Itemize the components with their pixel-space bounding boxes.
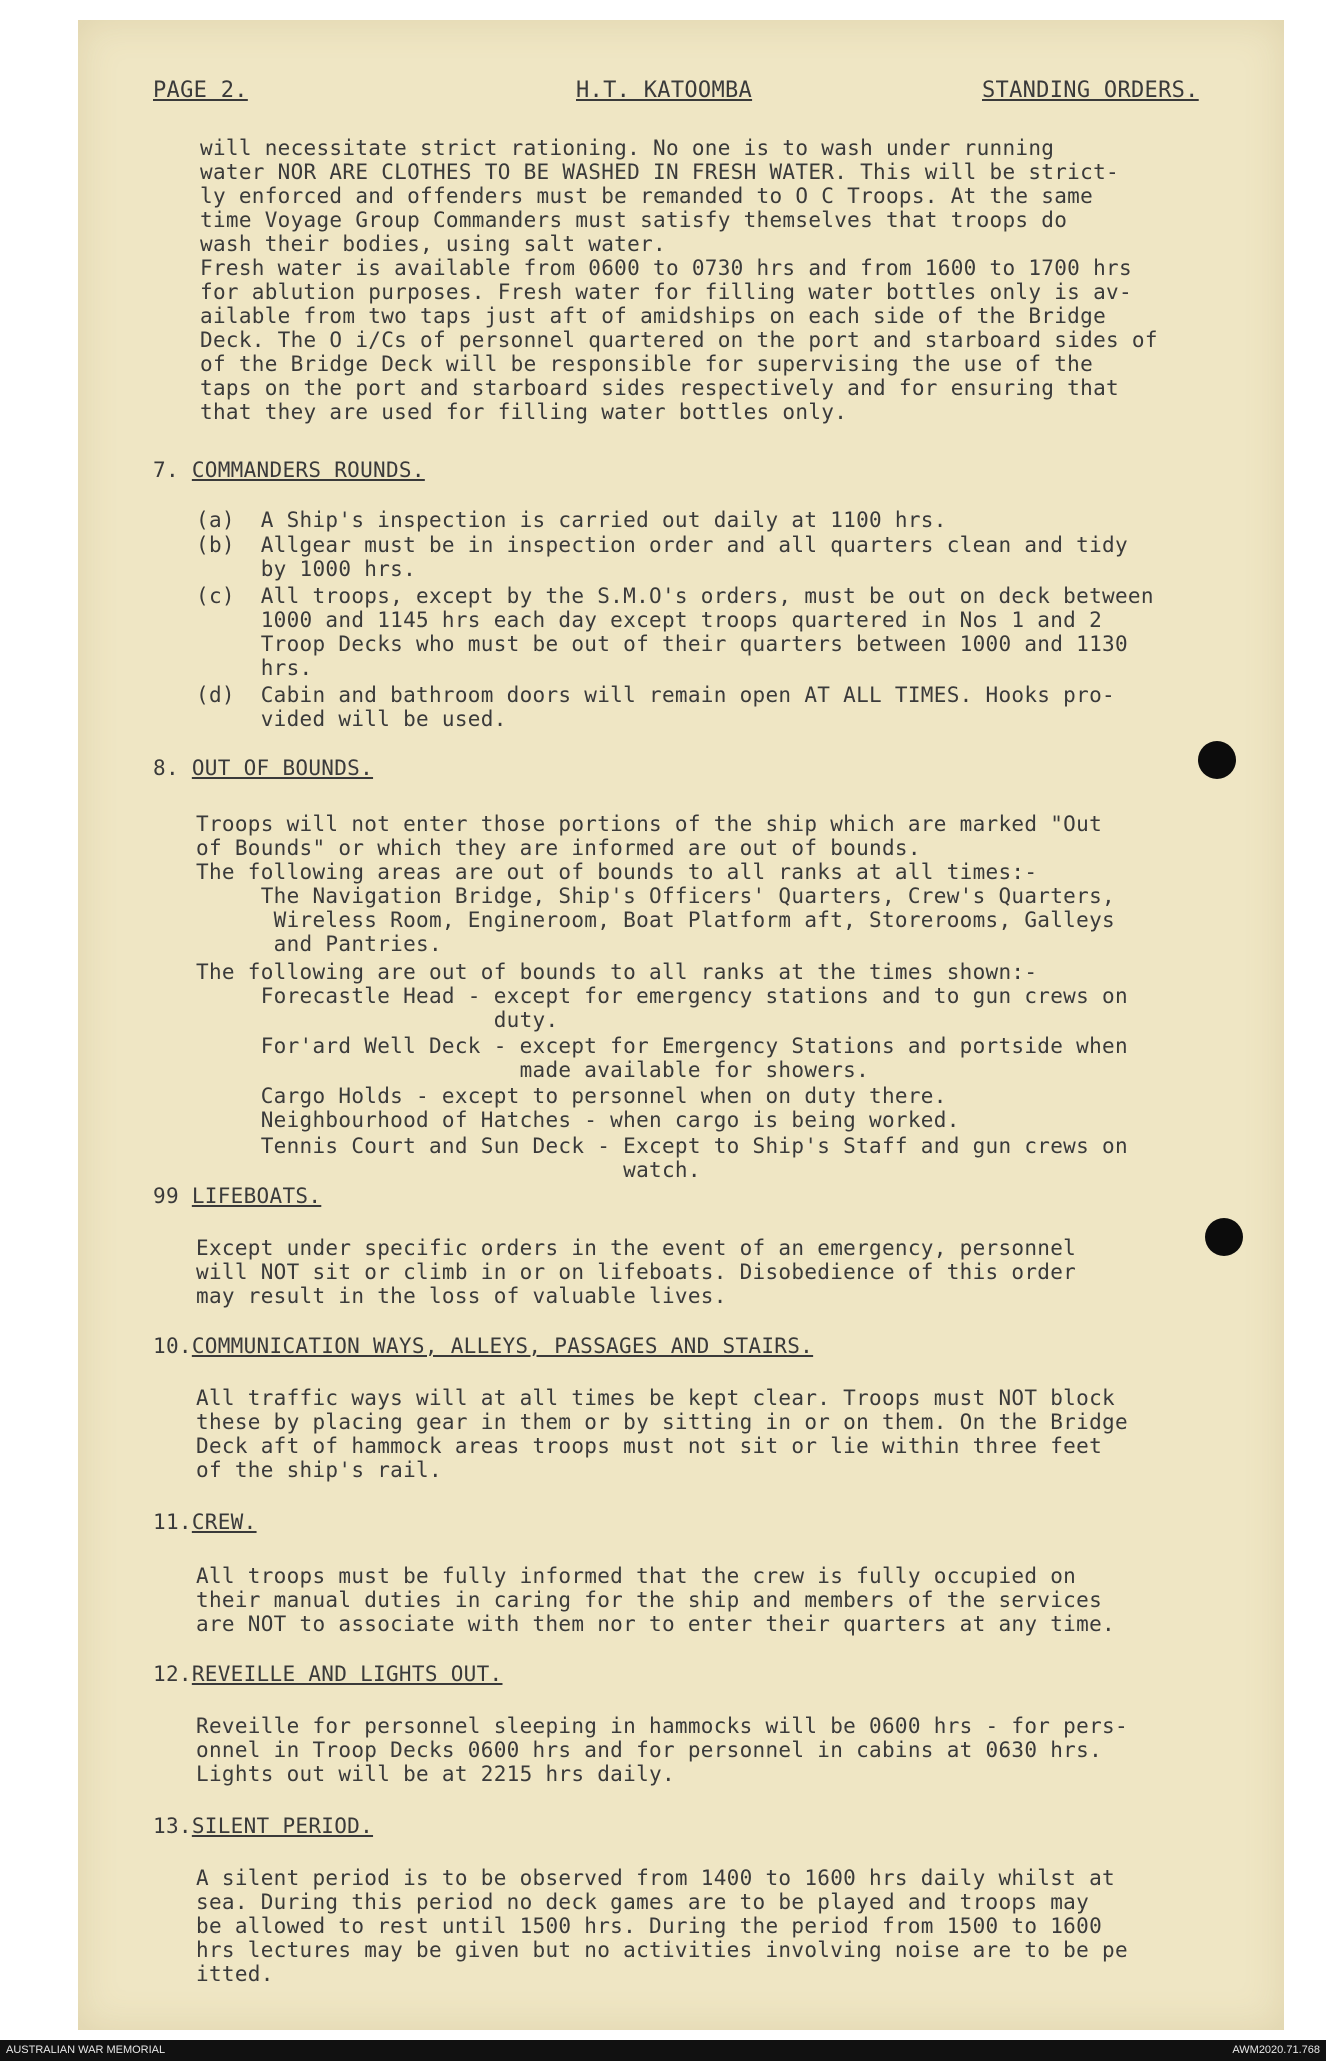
text-line: made available for showers. — [196, 1058, 870, 1082]
section-title: REVEILLE AND LIGHTS OUT. — [191, 1662, 503, 1686]
text-line: by 1000 hrs. — [196, 557, 417, 581]
text-line: watch. — [196, 1158, 701, 1182]
section-number: 7. — [153, 458, 179, 482]
section-number: 99 — [153, 1184, 179, 1208]
text-line: may result in the loss of valuable lives. — [196, 1284, 727, 1308]
section-number: 10. — [153, 1334, 192, 1358]
text-line: time Voyage Group Commanders must satisfy themselves that troops do — [200, 208, 1068, 232]
section-title: LIFEBOATS. — [191, 1184, 322, 1208]
section-heading — [153, 1334, 813, 1358]
section-heading — [153, 1510, 257, 1534]
text-line: ly enforced and offenders must be remanded to O C Troops. At the same — [200, 184, 1094, 208]
text-line: vided will be used. — [196, 707, 507, 731]
text-line: Forecastle Head - except for emergency stations and to gun crews on — [196, 984, 1128, 1008]
text-line: hrs lectures may be given but no activities involving noise are to be pe — [196, 1938, 1128, 1962]
text-line: The following are out of bounds to all ranks at the times shown:- — [196, 960, 1038, 984]
text-line: of Bounds" or which they are informed are out of bounds. — [196, 836, 921, 860]
text-line: (a) A Ship's inspection is carried out daily at 1100 hrs. — [196, 508, 947, 532]
text-line: 1000 and 1145 hrs each day except troops quartered in Nos 1 and 2 — [196, 608, 1103, 632]
section-number: 11. — [153, 1510, 192, 1534]
text-line: Lights out will be at 2215 hrs daily. — [196, 1762, 675, 1786]
text-line: Reveille for personnel sleeping in hammocks will be 0600 hrs - for pers- — [196, 1714, 1128, 1738]
section-heading — [153, 1662, 502, 1686]
text-line: of the Bridge Deck will be responsible for supervising the use of the — [200, 352, 1094, 376]
text-line: Deck aft of hammock areas troops must not sit or lie within three feet — [196, 1434, 1103, 1458]
section-title: CREW. — [191, 1510, 257, 1534]
text-line: onnel in Troop Decks 0600 hrs and for personnel in cabins at 0630 hrs. — [196, 1738, 1103, 1762]
text-line: taps on the port and starboard sides respectively and for ensuring that — [200, 376, 1119, 400]
section-title: COMMANDERS ROUNDS. — [191, 458, 425, 482]
section-title: SILENT PERIOD. — [191, 1814, 374, 1838]
text-line: Wireless Room, Engineroom, Boat Platform aft, Storerooms, Galleys — [196, 908, 1115, 932]
text-line: All traffic ways will at all times be kept clear. Troops must NOT block — [196, 1386, 1115, 1410]
text-line: Troops will not enter those portions of the ship which are marked "Out — [196, 812, 1103, 836]
text-line: Neighbourhood of Hatches - when cargo is being worked. — [196, 1108, 960, 1132]
ship-title: H.T. KATOOMBA — [576, 78, 753, 103]
text-line: Deck. The O i/Cs of personnel quartered on the port and starboard sides of — [200, 328, 1158, 352]
text-line: ailable from two taps just aft of amidships on each side of the Bridge — [200, 304, 1107, 328]
text-line: The Navigation Bridge, Ship's Officers' Quarters, Crew's Quarters, — [196, 884, 1115, 908]
section-heading — [153, 1184, 321, 1208]
text-line: (d) Cabin and bathroom doors will remain open AT ALL TIMES. Hooks pro- — [196, 683, 1115, 707]
text-line: Tennis Court and Sun Deck - Except to Ship's Staff and gun crews on — [196, 1134, 1128, 1158]
text-line: Fresh water is available from 0600 to 0730 hrs and from 1600 to 1700 hrs — [200, 256, 1132, 280]
archive-footer — [0, 2040, 1326, 2061]
text-line: All troops must be fully informed that the crew is fully occupied on — [196, 1564, 1077, 1588]
text-line: Cargo Holds - except to personnel when on duty there. — [196, 1084, 947, 1108]
text-line: and Pantries. — [196, 932, 442, 956]
text-line: duty. — [196, 1008, 559, 1032]
text-line: of the ship's rail. — [196, 1458, 442, 1482]
text-line: are NOT to associate with them nor to enter their quarters at any time. — [196, 1612, 1115, 1636]
text-line: A silent period is to be observed from 1400 to 1600 hrs daily whilst at — [196, 1866, 1115, 1890]
text-line: sea. During this period no deck games are to be played and troops may — [196, 1890, 1090, 1914]
punch-hole — [1205, 1218, 1243, 1256]
section-number: 12. — [153, 1662, 192, 1686]
page-number: PAGE 2. — [153, 78, 248, 103]
text-line: hrs. — [196, 656, 313, 680]
section-title: OUT OF BOUNDS. — [191, 756, 374, 780]
text-line: Except under specific orders in the event of an emergency, personnel — [196, 1236, 1077, 1260]
text-line: itted. — [196, 1962, 274, 1986]
text-line: (b) Allgear must be in inspection order and all quarters clean and tidy — [196, 533, 1128, 557]
text-line: The following areas are out of bounds to all ranks at all times:- — [196, 860, 1038, 884]
footer-accession-number: AWM2020.71.768 — [1232, 2044, 1320, 2056]
section-heading — [153, 756, 373, 780]
text-line: these by placing gear in them or by sitting in or on them. On the Bridge — [196, 1410, 1128, 1434]
punch-hole — [1198, 741, 1236, 779]
text-line: water NOR ARE CLOTHES TO BE WASHED IN FRESH WATER. This will be strict- — [200, 160, 1119, 184]
text-line: their manual duties in caring for the ship and members of the services — [196, 1588, 1103, 1612]
text-line: Troop Decks who must be out of their quarters between 1000 and 1130 — [196, 632, 1128, 656]
section-heading — [153, 458, 425, 482]
footer-institution: AUSTRALIAN WAR MEMORIAL — [6, 2044, 166, 2056]
section-title: COMMUNICATION WAYS, ALLEYS, PASSAGES AND STAIRS. — [191, 1334, 814, 1358]
text-line: will necessitate strict rationing. No one is to wash under running — [200, 136, 1055, 160]
text-line: that they are used for filling water bottles only. — [200, 400, 848, 424]
section-heading — [153, 1814, 373, 1838]
text-line: For'ard Well Deck - except for Emergency Stations and portside when — [196, 1034, 1128, 1058]
orders-title: STANDING ORDERS. — [982, 78, 1199, 103]
section-number: 13. — [153, 1814, 192, 1838]
section-number: 8. — [153, 756, 179, 780]
text-line: will NOT sit or climb in or on lifeboats. Disobedience of this order — [196, 1260, 1077, 1284]
text-line: wash their bodies, using salt water. — [200, 232, 666, 256]
text-line: for ablution purposes. Fresh water for filling water bottles only is av- — [200, 280, 1132, 304]
text-line: (c) All troops, except by the S.M.O's orders, must be out on deck between — [196, 584, 1154, 608]
text-line: be allowed to rest until 1500 hrs. During the period from 1500 to 1600 — [196, 1914, 1103, 1938]
